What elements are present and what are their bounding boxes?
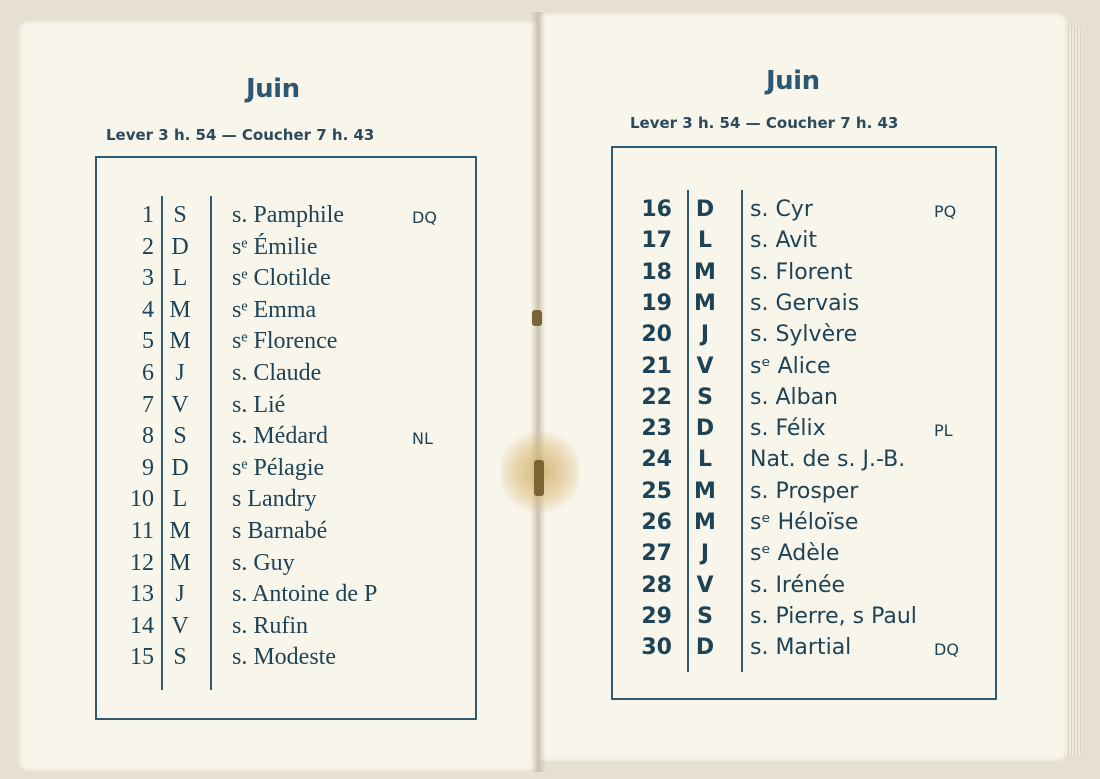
- right-sun-times: Lever 3 h. 54 — Coucher 7 h. 43: [630, 114, 899, 132]
- saint-name: sᵉ Alice: [750, 353, 831, 379]
- saint-name: sᵉ Héloïse: [750, 510, 859, 535]
- weekday-letter: D: [695, 416, 715, 442]
- saint-name: s. Cyr: [750, 197, 813, 222]
- saint-name: sᵉ Adèle: [750, 541, 840, 567]
- saint-name: s. Alban: [750, 384, 838, 410]
- day-number: 21: [641, 353, 672, 379]
- binding-gutter: [530, 12, 546, 772]
- weekday-letter: L: [172, 265, 188, 292]
- weekday-letter: V: [696, 353, 714, 379]
- weekday-letter: S: [697, 603, 713, 629]
- weekday-letter: L: [697, 228, 713, 254]
- left-divider-1: [161, 196, 163, 690]
- weekday-letter: J: [175, 581, 185, 608]
- moon-phase: PL: [934, 421, 953, 441]
- weekday-letter: L: [172, 486, 188, 513]
- weekday-letter: M: [694, 478, 716, 504]
- saint-name: s. Lié: [232, 391, 286, 418]
- weekday-letter: D: [695, 197, 715, 222]
- weekday-letter: M: [694, 259, 716, 285]
- day-number: 1: [142, 202, 154, 228]
- day-number: 24: [641, 447, 672, 473]
- weekday-letter: M: [169, 296, 191, 323]
- saint-name: s. Florent: [750, 259, 853, 285]
- saint-name: sᵉ Pélagie: [232, 454, 325, 481]
- day-number: 23: [641, 416, 672, 442]
- weekday-letter: M: [694, 290, 716, 316]
- moon-phase: NL: [412, 429, 433, 449]
- day-number: 19: [641, 290, 672, 316]
- saint-name: s. Médard: [232, 423, 328, 450]
- saint-name: s. Guy: [232, 549, 295, 576]
- left-divider-2: [210, 196, 212, 690]
- weekday-letter: V: [696, 572, 714, 598]
- saint-name: sᵉ Florence: [232, 328, 338, 355]
- weekday-letter: J: [700, 541, 710, 567]
- saint-name: Nat. de s. J.-B.: [750, 447, 906, 473]
- day-number: 27: [641, 541, 672, 567]
- right-month-title: Juin: [766, 66, 820, 96]
- day-number: 13: [130, 581, 154, 608]
- day-number: 2: [142, 233, 154, 260]
- day-number: 28: [641, 572, 672, 598]
- right-divider-1: [687, 190, 689, 672]
- day-number: 8: [142, 423, 154, 450]
- day-number: 3: [142, 265, 154, 292]
- saint-name: s. Prosper: [750, 478, 859, 504]
- staple-bottom: [534, 460, 544, 496]
- saint-name: s Landry: [232, 486, 317, 513]
- day-number: 30: [641, 635, 672, 661]
- day-number: 25: [641, 478, 672, 504]
- day-number: 10: [130, 486, 154, 513]
- day-number: 26: [641, 510, 672, 535]
- moon-phase: DQ: [412, 208, 437, 227]
- weekday-letter: D: [171, 454, 189, 481]
- day-number: 18: [641, 259, 672, 285]
- day-number: 20: [641, 322, 672, 348]
- saint-name: s. Avit: [750, 228, 817, 254]
- day-number: 4: [142, 296, 154, 323]
- day-number: 11: [130, 518, 154, 544]
- day-number: 14: [130, 612, 154, 639]
- weekday-letter: L: [697, 447, 713, 473]
- weekday-letter: D: [695, 635, 715, 661]
- weekday-letter: M: [169, 328, 191, 355]
- saint-name: s. Pierre, s Paul: [750, 603, 917, 629]
- weekday-letter: M: [169, 518, 191, 544]
- day-number: 5: [142, 328, 154, 355]
- day-number: 22: [641, 384, 672, 410]
- weekday-letter: S: [173, 202, 187, 228]
- day-number: 16: [641, 197, 672, 222]
- weekday-letter: D: [171, 233, 189, 260]
- weekday-letter: M: [169, 549, 191, 576]
- weekday-letter: M: [694, 510, 716, 535]
- day-number: 7: [142, 391, 154, 418]
- saint-name: s Barnabé: [232, 518, 328, 544]
- day-number: 9: [142, 454, 154, 481]
- page-edges: [1066, 26, 1082, 756]
- saint-name: s. Antoine de P: [232, 581, 378, 608]
- saint-name: s. Claude: [232, 360, 322, 386]
- day-number: 15: [130, 644, 154, 671]
- moon-phase: PQ: [934, 202, 957, 221]
- moon-phase: DQ: [934, 640, 959, 660]
- staple-top: [532, 310, 542, 326]
- weekday-letter: S: [697, 384, 713, 410]
- saint-name: sᵉ Émilie: [232, 233, 318, 260]
- weekday-letter: V: [171, 391, 189, 418]
- saint-name: s. Sylvère: [750, 322, 858, 348]
- left-month-title: Juin: [246, 74, 300, 104]
- saint-name: s. Pamphile: [232, 202, 344, 228]
- day-number: 29: [641, 603, 672, 629]
- day-number: 17: [641, 228, 672, 254]
- saint-name: s. Modeste: [232, 644, 336, 671]
- weekday-letter: V: [171, 612, 189, 639]
- weekday-letter: J: [700, 322, 710, 348]
- saint-name: s. Gervais: [750, 290, 860, 316]
- weekday-letter: J: [175, 360, 185, 386]
- saint-name: sᵉ Clotilde: [232, 265, 331, 292]
- saint-name: s. Irénée: [750, 572, 846, 598]
- left-sun-times: Lever 3 h. 54 — Coucher 7 h. 43: [106, 126, 375, 144]
- day-number: 12: [130, 549, 154, 576]
- weekday-letter: S: [173, 423, 187, 450]
- weekday-letter: S: [173, 644, 187, 671]
- right-divider-2: [741, 190, 743, 672]
- day-number: 6: [142, 360, 154, 386]
- saint-name: sᵉ Emma: [232, 296, 317, 323]
- saint-name: s. Félix: [750, 416, 826, 442]
- saint-name: s. Rufin: [232, 612, 309, 639]
- saint-name: s. Martial: [750, 635, 852, 661]
